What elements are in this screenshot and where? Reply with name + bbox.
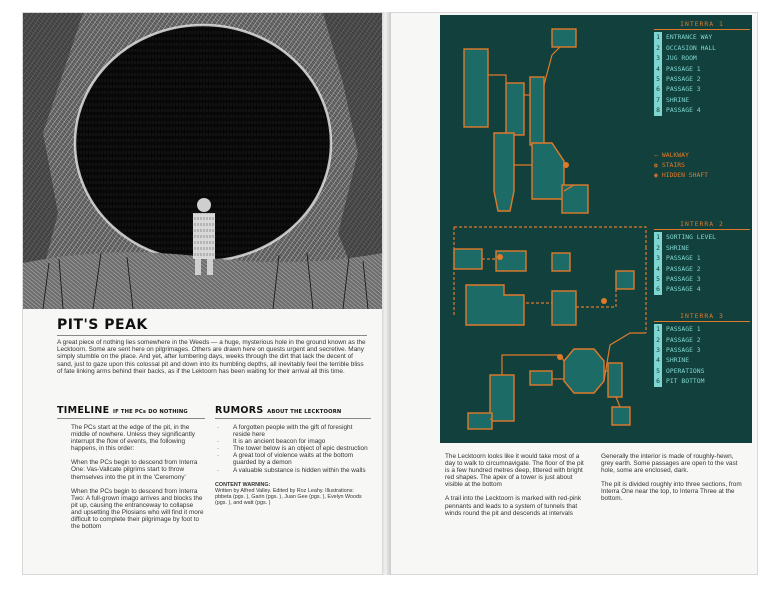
- interra-2-legend: [654, 219, 750, 295]
- item-number: 5: [654, 74, 662, 84]
- item-number: 2: [654, 243, 662, 253]
- rumor-item: · It is an ancient beacon for imago: [215, 438, 371, 445]
- item-label: PASSAGE 3: [666, 274, 701, 283]
- body-paragraph: The pit is divided roughly into three sections, from Interra One near the top, to Interra Three at the bottom.: [601, 481, 742, 503]
- map-legend-item: [654, 274, 750, 284]
- item-label: PASSAGE 2: [666, 264, 701, 273]
- item-number: 4: [654, 64, 662, 74]
- rumors-subheading: ABOUT THE LECKTOORN: [267, 409, 342, 415]
- item-label: PASSAGE 1: [666, 254, 701, 263]
- interra-title: INTERRA 1: [654, 19, 750, 30]
- item-label: PASSAGE 3: [666, 345, 701, 354]
- item-label: PASSAGE 3: [666, 85, 701, 94]
- item-number: 2: [654, 43, 662, 53]
- item-label: SORTING LEVEL: [666, 233, 717, 242]
- item-label: SHRINE: [666, 95, 690, 104]
- stairs-marker: [601, 298, 607, 304]
- map-legend-item: [654, 324, 750, 334]
- walkway-icon: —: [654, 150, 658, 159]
- rumors-divider: [215, 418, 371, 419]
- map-room: [464, 49, 488, 127]
- right-column-1: [445, 453, 590, 524]
- item-number: 3: [654, 253, 662, 263]
- item-number: 4: [654, 355, 662, 365]
- map-room: [552, 253, 570, 271]
- interra-title: INTERRA 3: [654, 311, 750, 322]
- book-spread: [22, 12, 758, 575]
- map-legend-item: [654, 232, 750, 242]
- interra-1-legend: [654, 19, 750, 116]
- item-label: PASSAGE 4: [666, 285, 701, 294]
- item-label: PIT BOTTOM: [666, 377, 705, 386]
- item-label: SHRINE: [666, 243, 690, 252]
- map-legend-item: [654, 64, 750, 74]
- map-room: [532, 143, 564, 199]
- map-room: [506, 83, 524, 135]
- item-label: PASSAGE 2: [666, 335, 701, 344]
- pit-illustration: [23, 13, 382, 309]
- body-paragraph: The Lecktoorn looks like it would take most of a day to walk to circumnavigate. The floor of the pit is a few hundred metres deep, littered with bright red shapes. The apex of a tower is just about visible at the bottom: [445, 453, 584, 489]
- map-legend-item: [654, 84, 750, 94]
- map-legend-item: [654, 32, 750, 42]
- map-room: [608, 363, 622, 397]
- hidden-shaft-icon: ◉: [654, 171, 658, 180]
- item-label: OCCASION HALL: [666, 43, 717, 52]
- interra-3-legend: [654, 311, 750, 387]
- item-number: 5: [654, 366, 662, 376]
- body-paragraph: A trail into the Lecktoorn is marked with red-pink pennants and leads to a system of tunnels that winds round the pit and descends at intervals: [445, 495, 582, 517]
- item-label: SHRINE: [666, 356, 690, 365]
- intro-paragraph: A great piece of nothing lies somewhere in the Weeds — a huge, mysterious hole in the ground known as the Lecktoorn. Some are sent here on pilgrimages. Others are drawn here on quests urgent and secretive. Many simply stumble on the place. And yet, after lumbering days, weeks through the dirt that lack the decent of sand, just to gaze upon this colossal pit and down into its humbling depths, all inevitably feel the terrible bliss of fate linking arms behind their backs, as if the Lektoorn has been waiting for their arrival all this time.: [57, 339, 366, 375]
- map-room: [466, 285, 524, 325]
- map-room: [454, 249, 482, 269]
- map-key: [654, 150, 750, 181]
- item-number: 4: [654, 264, 662, 274]
- rumor-item: · A forgotten people with the gift of foresight reside here: [215, 424, 371, 438]
- map-room: [564, 349, 604, 393]
- walkway-label: WALKWAY: [661, 150, 689, 159]
- map-legend-item: [654, 243, 750, 253]
- timeline-subheading: IF THE PCs DO NOTHING: [113, 409, 188, 415]
- map-room: [612, 407, 630, 425]
- page-title: PIT'S PEAK: [57, 317, 148, 333]
- map-legend-item: [654, 335, 750, 345]
- map-legend-item: [654, 43, 750, 53]
- rumor-item: · A great tool of violence waits at the bottom guarded by a demon: [215, 452, 371, 466]
- item-number: 1: [654, 32, 662, 42]
- map-room: [552, 29, 576, 47]
- interra-title: INTERRA 2: [654, 219, 750, 230]
- rumor-item: · The tower below is an object of epic destruction: [215, 445, 371, 452]
- map-room: [494, 133, 514, 211]
- timeline-heading: [57, 405, 205, 416]
- map-legend-item: [654, 345, 750, 355]
- item-label: JUG ROOM: [666, 54, 697, 63]
- item-number: 6: [654, 84, 662, 94]
- map-legend-item: [654, 74, 750, 84]
- timeline-heading-label: TIMELINE: [57, 405, 110, 416]
- item-number: 2: [654, 335, 662, 345]
- map-room: [530, 371, 552, 385]
- map-legend-item: [654, 284, 750, 294]
- map-legend-item: [654, 53, 750, 63]
- item-number: 3: [654, 53, 662, 63]
- map-room: [616, 271, 634, 289]
- item-label: PASSAGE 1: [666, 64, 701, 73]
- item-label: ENTRANCE WAY: [666, 33, 713, 42]
- rumors-list: [215, 424, 371, 474]
- body-paragraph: Generally the interior is made of roughly-hewn, grey earth. Some passages are open to the vast hole, some are enclosed, dark.: [601, 453, 738, 475]
- map-legend: [654, 19, 750, 387]
- timeline-section: [57, 405, 205, 537]
- item-number: 6: [654, 284, 662, 294]
- stairs-marker: [497, 254, 503, 260]
- right-column-2: [601, 453, 746, 510]
- stairs-marker: [563, 162, 569, 168]
- timeline-divider: [57, 418, 205, 419]
- map-legend-item: [654, 105, 750, 115]
- stairs-marker: [557, 354, 563, 360]
- dungeon-map: [440, 15, 752, 443]
- item-number: 1: [654, 324, 662, 334]
- map-room: [530, 77, 544, 145]
- right-page: [390, 12, 758, 575]
- stairs-icon: ◍: [654, 161, 658, 170]
- timeline-paragraph: When the PCs begin to descend from Interra Two: A full-grown imago arrives and blocks the pit up, causing the entranceway to collapse and upsetting the Plosians who will find it more difficult to complete their pilgrimage by foot to the bottom: [71, 487, 204, 531]
- rumor-item: · A valuable substance is hidden within the walls: [215, 467, 371, 474]
- hidden-shaft-key: [654, 170, 750, 180]
- map-room: [496, 251, 526, 271]
- item-number: 3: [654, 345, 662, 355]
- timeline-paragraph: The PCs start at the edge of the pit, in the middle of nowhere. Unless they significantly interrupt the flow of events, the following happens, in this order:: [71, 424, 195, 453]
- map-legend-item: [654, 376, 750, 386]
- book-gutter: [382, 12, 390, 575]
- stairs-key: [654, 160, 750, 170]
- rumors-heading: [215, 405, 371, 416]
- rumors-section: [215, 405, 371, 506]
- map-room: [468, 413, 492, 429]
- map-legend-item: [654, 264, 750, 274]
- map-legend-item: [654, 95, 750, 105]
- item-label: PASSAGE 2: [666, 75, 701, 84]
- content-warning: [215, 482, 371, 507]
- map-room: [490, 375, 514, 421]
- item-number: 8: [654, 105, 662, 115]
- stairs-label: STAIRS: [661, 161, 685, 170]
- hidden-shaft-label: HIDDEN SHAFT: [661, 171, 709, 180]
- content-warning-text: Written by Alfred Valley. Edited by Roz Leahy. Illustrations: pbbeta (pgs. ), Garin (pgs. ), Juan Gee (pgs. ), Evelyn Woods (pgs. ), and watt (pgs. ): [215, 487, 362, 507]
- item-number: 1: [654, 232, 662, 242]
- item-number: 5: [654, 274, 662, 284]
- map-legend-item: [654, 253, 750, 263]
- item-number: 7: [654, 95, 662, 105]
- rumors-heading-label: RUMORS: [215, 405, 264, 416]
- title-divider: [57, 335, 367, 336]
- walkway-key: [654, 150, 750, 160]
- map-legend-item: [654, 366, 750, 376]
- left-page: [22, 12, 382, 575]
- item-label: PASSAGE 4: [666, 106, 701, 115]
- timeline-paragraph: When the PCs begin to descend from Interra One: Vas-Vallcate pilgrims start to throw themselves into the pit in the 'Ceremony': [71, 459, 198, 481]
- map-legend-item: [654, 355, 750, 365]
- content-warning-title: CONTENT WARNING:: [215, 481, 271, 488]
- item-label: OPERATIONS: [666, 366, 705, 375]
- item-label: PASSAGE 1: [666, 325, 701, 334]
- item-number: 6: [654, 376, 662, 386]
- map-room: [552, 291, 576, 325]
